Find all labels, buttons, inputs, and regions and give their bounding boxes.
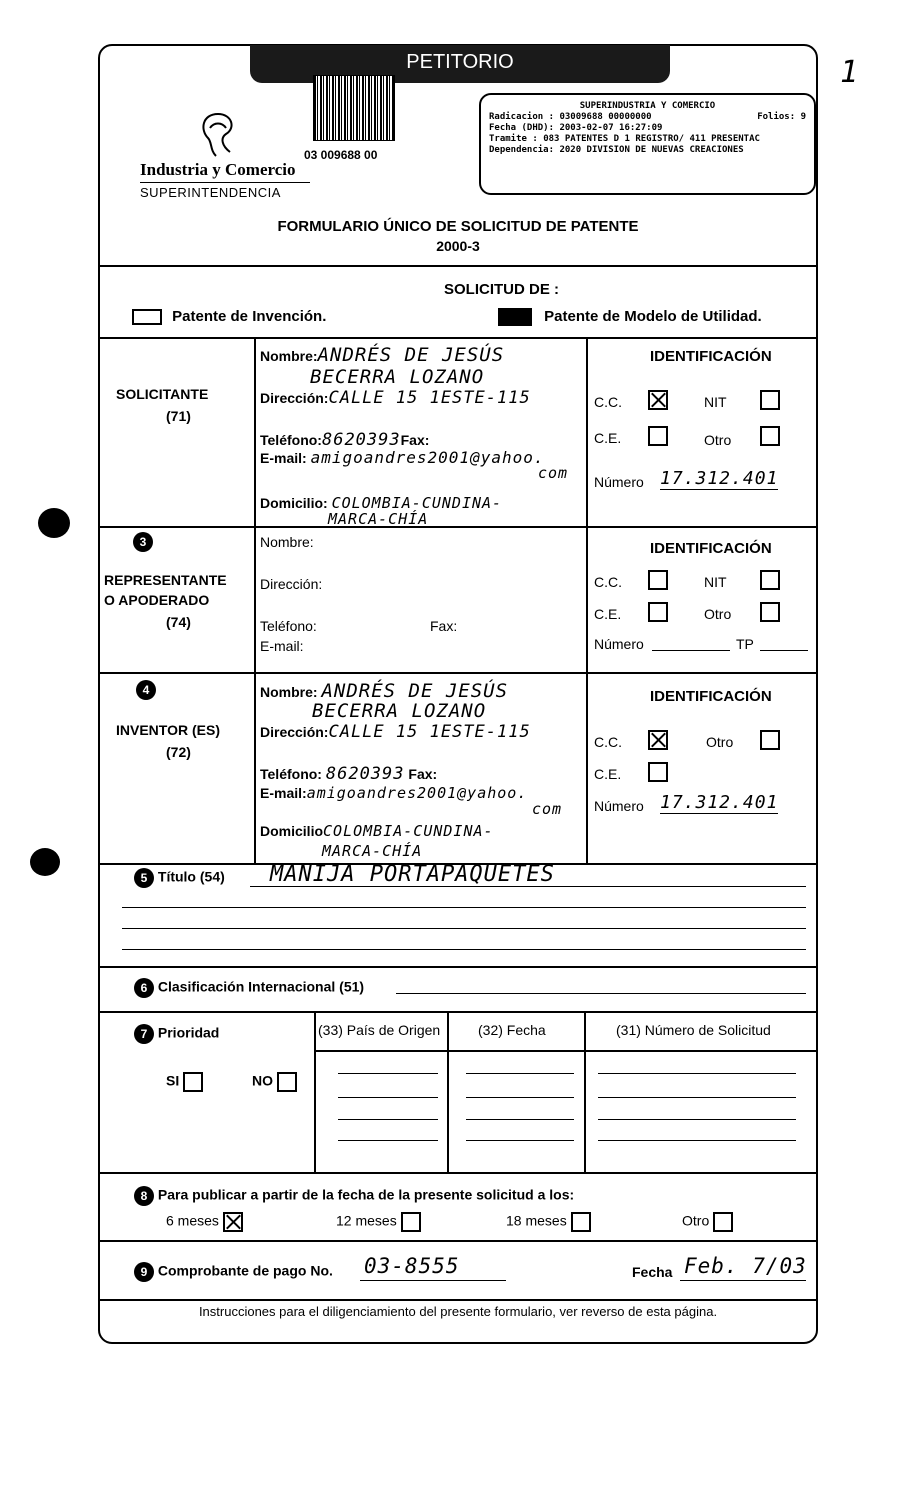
rep-fax-label: Fax: bbox=[430, 618, 458, 634]
6-meses-checkbox[interactable] bbox=[223, 1212, 243, 1232]
inventor-label: INVENTOR (ES) bbox=[116, 722, 220, 738]
inv-fax-label: Fax: bbox=[408, 766, 438, 782]
cc-label: C.C. bbox=[594, 394, 622, 410]
representante-label-1: REPRESENTANTE bbox=[104, 572, 227, 588]
solicitante-numero[interactable]: 17.312.401 bbox=[660, 468, 779, 489]
nit-checkbox[interactable] bbox=[760, 390, 780, 410]
publicar-6-meses-option[interactable] bbox=[166, 1212, 243, 1232]
section-8-bullet: 8 bbox=[134, 1186, 154, 1206]
titulo-value[interactable]: MANIJA PORTAPAQUETES bbox=[270, 862, 555, 887]
inv-telefono-label: Teléfono: bbox=[260, 766, 322, 782]
utility-model-checkbox[interactable] bbox=[498, 308, 532, 326]
inventor-email-2[interactable]: com bbox=[532, 800, 563, 818]
stamp-org: SUPERINDUSTRIA Y COMERCIO bbox=[579, 101, 716, 111]
titulo-label: Título (54) bbox=[157, 868, 225, 885]
publicar-12-meses-option[interactable] bbox=[336, 1212, 421, 1232]
rep-email-label: E-mail: bbox=[260, 638, 304, 654]
rep-ce-label: C.E. bbox=[594, 606, 622, 622]
solicitud-heading: SOLICITUD DE : bbox=[444, 281, 559, 298]
clasificacion-row bbox=[134, 978, 364, 998]
barcode-number: 03 009688 00 bbox=[304, 148, 378, 162]
inv-domicilio-label: Domicilio bbox=[260, 823, 324, 839]
comprobante-fecha-value[interactable]: Feb. 7/03 bbox=[684, 1254, 807, 1278]
email-label: E-mail: bbox=[260, 450, 307, 466]
nombre-label: Nombre: bbox=[260, 348, 318, 364]
utility-model-label: Patente de Modelo de Utilidad. bbox=[544, 308, 762, 325]
pais-origen-header: (33) País de Origen bbox=[318, 1022, 441, 1038]
publicar-row bbox=[134, 1186, 574, 1206]
18-meses-checkbox[interactable] bbox=[571, 1212, 591, 1232]
comprobante-fecha-label: Fecha bbox=[632, 1264, 673, 1280]
rep-numero-label: Número bbox=[594, 636, 644, 652]
solicitante-label: SOLICITANTE bbox=[116, 386, 209, 402]
representante-code: (74) bbox=[166, 614, 191, 630]
clasificacion-input-line[interactable] bbox=[396, 993, 806, 994]
inv-direccion-label: Dirección: bbox=[260, 724, 329, 740]
section-7-bullet: 7 bbox=[134, 1024, 154, 1044]
inventor-email-1[interactable]: amigoandres2001@yahoo. bbox=[306, 784, 528, 802]
stamp-folios-label: Folios: bbox=[757, 112, 796, 122]
inventor-nombre-2[interactable]: BECERRA LOZANO bbox=[312, 700, 487, 722]
inventor-domicilio-2[interactable]: MARCA-CHÍA bbox=[322, 842, 423, 860]
comprobante-value[interactable]: 03-8555 bbox=[364, 1254, 460, 1278]
solicitante-email-2[interactable]: com bbox=[538, 464, 569, 482]
rep-identificacion-title: IDENTIFICACIÓN bbox=[650, 540, 772, 557]
no-checkbox[interactable] bbox=[277, 1072, 297, 1092]
otro-label: Otro bbox=[704, 432, 732, 448]
stamp-dependencia-value: 2020 DIVISION DE NUEVAS CREACIONES bbox=[559, 145, 744, 155]
publicar-18-meses-option[interactable] bbox=[506, 1212, 591, 1232]
inventor-domicilio-1[interactable]: COLOMBIA-CUNDINA- bbox=[323, 822, 494, 840]
sic-logo-icon bbox=[192, 110, 244, 165]
inv-ce-checkbox[interactable] bbox=[648, 762, 668, 782]
section-4-bullet: 4 bbox=[136, 680, 156, 700]
radicacion-stamp bbox=[479, 93, 816, 195]
invention-patent-option[interactable] bbox=[132, 308, 326, 325]
rep-cc-checkbox[interactable] bbox=[648, 570, 668, 590]
solicitante-email-1[interactable]: amigoandres2001@yahoo. bbox=[310, 448, 545, 467]
telefono-label: Teléfono: bbox=[260, 432, 322, 448]
stamp-folios-value: 9 bbox=[800, 112, 806, 122]
direccion-label: Dirección: bbox=[260, 390, 329, 406]
utility-model-option[interactable] bbox=[498, 308, 762, 326]
publicar-otro-option[interactable] bbox=[682, 1212, 733, 1232]
prioridad-label: Prioridad bbox=[157, 1024, 220, 1041]
form-title: FORMULARIO ÚNICO DE SOLICITUD DE PATENTE bbox=[277, 218, 639, 235]
rep-nit-checkbox[interactable] bbox=[760, 570, 780, 590]
stamp-radicacion-label: Radicacion : bbox=[489, 112, 555, 122]
solicitante-code: (71) bbox=[166, 408, 191, 424]
no-label: NO bbox=[252, 1072, 273, 1089]
numero-solicitud-header: (31) Número de Solicitud bbox=[616, 1022, 771, 1038]
section-9-bullet: 9 bbox=[134, 1262, 154, 1282]
publicar-otro-checkbox[interactable] bbox=[713, 1212, 733, 1232]
stamp-fecha-value: 2003-02-07 16:27:09 bbox=[559, 123, 663, 133]
rep-tp-label: TP bbox=[736, 636, 754, 652]
solicitante-domicilio-1[interactable]: COLOMBIA-CUNDINA- bbox=[331, 494, 503, 512]
stamp-tramite-label: Tramite : bbox=[489, 134, 538, 144]
punch-hole-mark bbox=[38, 508, 70, 538]
inv-numero-label: Número bbox=[594, 798, 644, 814]
domicilio-label: Domicilio: bbox=[260, 495, 328, 511]
rep-otro-checkbox[interactable] bbox=[760, 602, 780, 622]
6-meses-label: 6 meses bbox=[166, 1212, 219, 1229]
section-3-bullet: 3 bbox=[133, 532, 153, 552]
invention-patent-label: Patente de Invención. bbox=[172, 308, 327, 325]
prioridad-si-option[interactable] bbox=[166, 1072, 203, 1092]
ce-checkbox[interactable] bbox=[648, 426, 668, 446]
inventor-direccion[interactable]: CALLE 15 1ESTE-115 bbox=[328, 722, 531, 742]
ce-label: C.E. bbox=[594, 430, 622, 446]
rep-nombre-label: Nombre: bbox=[260, 534, 314, 550]
clasificacion-label: Clasificación Internacional (51) bbox=[157, 978, 365, 995]
invention-patent-checkbox[interactable] bbox=[132, 309, 162, 325]
inv-email-label: E-mail: bbox=[260, 785, 307, 801]
solicitante-nombre-1[interactable]: ANDRÉS DE JESÚS bbox=[317, 344, 505, 366]
petitorio-title: PETITORIO bbox=[406, 51, 514, 73]
stamp-fecha-label: Fecha (DHD): bbox=[489, 123, 555, 133]
12-meses-checkbox[interactable] bbox=[401, 1212, 421, 1232]
rep-cc-label: C.C. bbox=[594, 574, 622, 590]
rep-telefono-label: Teléfono: bbox=[260, 618, 317, 634]
barcode bbox=[313, 75, 395, 141]
inv-otro-label: Otro bbox=[706, 734, 734, 750]
logo-subtitle: SUPERINTENDENCIA bbox=[140, 185, 281, 200]
solicitante-domicilio-2[interactable]: MARCA-CHÍA bbox=[328, 510, 429, 528]
inventor-code: (72) bbox=[166, 744, 191, 760]
nit-label: NIT bbox=[704, 394, 727, 410]
publicar-label: Para publicar a partir de la fecha de la presente solicitud a los: bbox=[157, 1186, 575, 1203]
prioridad-row bbox=[134, 1024, 219, 1044]
comprobante-row bbox=[134, 1262, 333, 1282]
numero-label: Número bbox=[594, 474, 644, 490]
inv-cc-label: C.C. bbox=[594, 734, 622, 750]
solicitante-nombre-2[interactable]: BECERRA LOZANO bbox=[310, 366, 485, 388]
titulo-row bbox=[134, 868, 225, 888]
section-6-bullet: 6 bbox=[134, 978, 154, 998]
18-meses-label: 18 meses bbox=[506, 1212, 567, 1229]
stamp-dependencia-label: Dependencia: bbox=[489, 145, 555, 155]
inventor-telefono[interactable]: 8620393 bbox=[325, 764, 405, 784]
si-label: SI bbox=[166, 1072, 180, 1089]
fecha-header: (32) Fecha bbox=[478, 1022, 546, 1038]
inv-nombre-label: Nombre: bbox=[260, 684, 318, 700]
inventor-numero[interactable]: 17.312.401 bbox=[660, 792, 779, 813]
inv-identificacion-title: IDENTIFICACIÓN bbox=[650, 688, 772, 705]
prioridad-no-option[interactable] bbox=[252, 1072, 297, 1092]
inv-ce-label: C.E. bbox=[594, 766, 622, 782]
logo-name: Industria y Comercio bbox=[140, 160, 296, 179]
publicar-otro-label: Otro bbox=[682, 1212, 710, 1229]
si-checkbox[interactable] bbox=[183, 1072, 203, 1092]
punch-hole-mark bbox=[30, 848, 60, 876]
representante-label-2: O APODERADO bbox=[104, 592, 210, 608]
inv-cc-checkbox[interactable] bbox=[648, 730, 668, 750]
solicitante-direccion[interactable]: CALLE 15 1ESTE-115 bbox=[328, 388, 531, 408]
rep-otro-label: Otro bbox=[704, 606, 732, 622]
stamp-tramite-value: 083 PATENTES D 1 REGISTRO/ 411 PRESENTAC bbox=[543, 134, 760, 144]
otro-checkbox[interactable] bbox=[760, 426, 780, 446]
identificacion-title: IDENTIFICACIÓN bbox=[650, 348, 772, 365]
stamp-radicacion-value: 03009688 00000000 bbox=[559, 112, 652, 122]
rep-direccion-label: Dirección: bbox=[260, 576, 323, 592]
handwritten-page-number: 1 bbox=[840, 55, 860, 90]
cc-checkbox[interactable] bbox=[648, 390, 668, 410]
12-meses-label: 12 meses bbox=[336, 1212, 397, 1229]
rep-ce-checkbox[interactable] bbox=[648, 602, 668, 622]
comprobante-label: Comprobante de pago No. bbox=[157, 1262, 333, 1279]
form-code: 2000-3 bbox=[436, 238, 480, 254]
rep-nit-label: NIT bbox=[704, 574, 727, 590]
instructions-footer: Instrucciones para el diligenciamiento del presente formulario, ver reverso de esta página. bbox=[198, 1304, 718, 1319]
inv-otro-checkbox[interactable] bbox=[760, 730, 780, 750]
section-5-bullet: 5 bbox=[134, 868, 154, 888]
solicitante-telefono[interactable]: 8620393 bbox=[321, 430, 401, 450]
inventor-nombre-1[interactable]: ANDRÉS DE JESÚS bbox=[321, 680, 509, 702]
fax-label: Fax: bbox=[400, 432, 430, 448]
